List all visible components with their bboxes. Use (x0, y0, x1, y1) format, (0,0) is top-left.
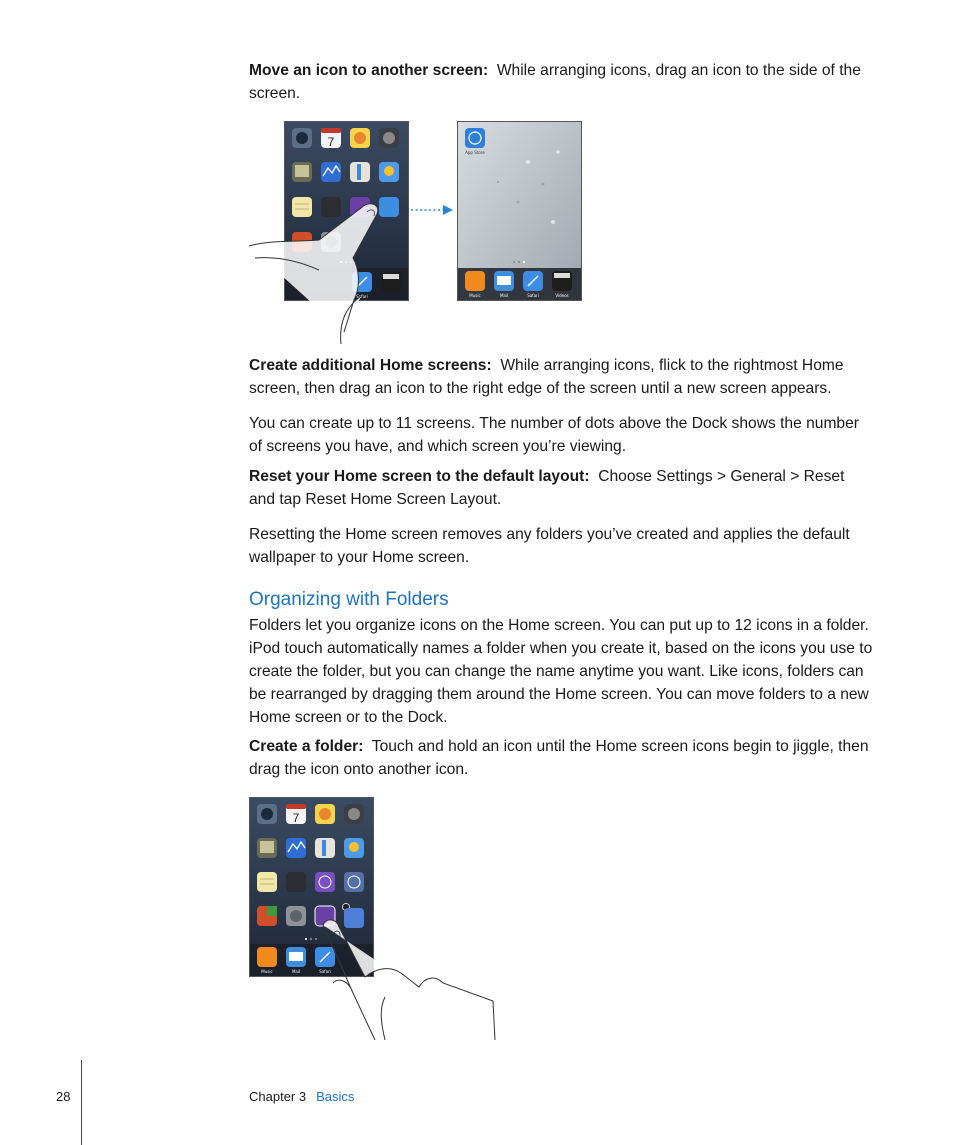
dock-label-music: Music (469, 293, 481, 298)
calendar-day: 7 (327, 135, 335, 149)
calendar-day: 7 (292, 811, 300, 825)
dock-label-music: Music (261, 969, 273, 974)
paragraph-text: Folders let you organize icons on the Home screen. You can put up to 12 icons in a folder. iPod touch automatically names a folder when you create it, based on the icons you use to create the folder, but you can change the name anytime you want. Like icons, folders can be rearranged by dragging them around the Home screen. You can move folders to a new Home screen or to the Dock. (249, 617, 873, 726)
paragraph-text: While arranging icons, flick to the rightmost Home screen, then drag an icon to the right edge of the screen until a new screen appears. (249, 357, 844, 397)
app-store-label: App Store (465, 150, 485, 155)
paragraph-reset-effect (249, 523, 874, 569)
chapter-label: Chapter 3 (249, 1089, 307, 1104)
paragraph-folders-intro (249, 614, 874, 729)
figure-create-folder (249, 797, 499, 1042)
footer-divider (81, 1060, 82, 1145)
dock-label-mail: Mail (291, 969, 301, 974)
footer-chapter (249, 1089, 354, 1104)
paragraph-title: Move an icon to another screen: (249, 62, 489, 79)
paragraph-create-folder (249, 735, 874, 781)
paragraph-title: Create a folder: (249, 738, 364, 755)
paragraph-title: Create additional Home screens: (249, 357, 492, 374)
dock-label-safari: Safari (319, 969, 331, 974)
finger-touch-illustration (249, 797, 499, 1042)
dock-label-safari: Safari (527, 293, 539, 298)
home-screen-right-graphic (458, 122, 581, 300)
paragraph-text: Resetting the Home screen removes any folders you’ve created and applies the default wallpaper to your Home screen. (249, 526, 850, 566)
paragraph-additional-screens (249, 354, 874, 400)
paragraph-text: Choose Settings > General > Reset and tap Reset Home Screen Layout. (249, 468, 845, 508)
finger-drag-illustration (249, 118, 449, 344)
section-link[interactable]: Basics (316, 1089, 355, 1104)
dock-label-mail: Mail (499, 293, 509, 298)
paragraph-move-icon (249, 59, 874, 105)
paragraph-reset-layout (249, 465, 874, 511)
paragraph-text: While arranging icons, drag an icon to the side of the screen. (249, 62, 861, 102)
page-number: 28 (56, 1089, 71, 1104)
paragraph-text: You can create up to 11 screens. The number of dots above the Dock shows the number of screens you have, and which screen you’re viewing. (249, 415, 859, 455)
dock-label-videos: Videos (555, 293, 569, 298)
paragraph-screen-count (249, 412, 874, 458)
paragraph-title: Reset your Home screen to the default layout: (249, 468, 590, 485)
section-heading: Organizing with Folders (249, 589, 449, 610)
left-dock-label: Safari (356, 294, 368, 299)
paragraph-text: Touch and hold an icon until the Home screen icons begin to jiggle, then drag the icon onto another icon. (249, 738, 869, 778)
home-screen-right (457, 121, 582, 301)
dotted-arrow-icon (409, 204, 455, 216)
figure-move-icon (249, 118, 589, 344)
